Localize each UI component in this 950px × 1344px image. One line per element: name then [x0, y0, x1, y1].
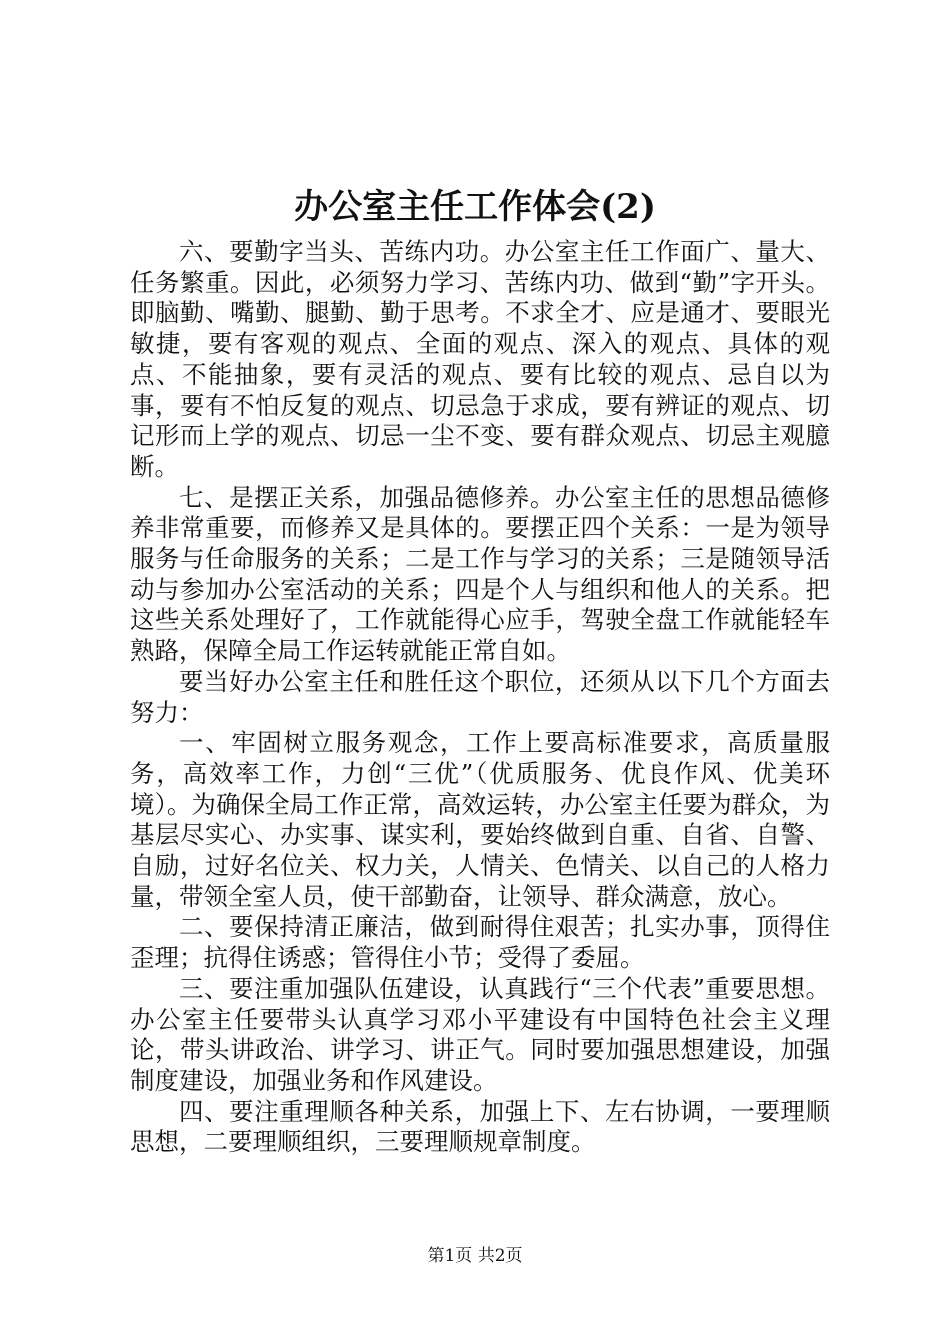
- page-number-footer: 第1页 共2页: [427, 1246, 523, 1266]
- document-title: 办公室主任工作体会(2): [294, 187, 656, 227]
- paragraph-intro: 要当好办公室主任和胜任这个职位，还须从以下几个方面去努力：: [130, 666, 830, 727]
- paragraph-item-6: 六、要勤字当头、苦练内功。办公室主任工作面广、量大、任务繁重。因此，必须努力学习、苦练内功、做到“勤”字开头。即脑勤、嘴勤、腿勤、勤于思考。不求全才、应是通才、要眼光敏捷，要有客观的观点、全面的观点、深入的观点、具体的观点、不能抽象，要有灵活的观点、要有比较的观点、忌自以为事，要有不怕反复的观点、切忌急于求成，要有辨证的观点、切记形而上学的观点、切忌一尘不变、要有群众观点、切忌主观臆断。: [130, 237, 830, 481]
- paragraph-item-7: 七、是摆正关系，加强品德修养。办公室主任的思想品德修养非常重要，而修养又是具体的。要摆正四个关系：一是为领导服务与任命服务的关系；二是工作与学习的关系；三是随领导活动与参加办公室活动的关系；四是个人与组织和他人的关系。把这些关系处理好了，工作就能得心应手，驾驶全盘工作就能轻车熟路，保障全局工作运转就能正常自如。: [130, 482, 830, 666]
- paragraph-point-3: 三、要注重加强队伍建设，认真践行“三个代表”重要思想。办公室主任要带头认真学习邓小平建设有中国特色社会主义理论，带头讲政治、讲学习、讲正气。同时要加强思想建设，加强制度建设，加强业务和作风建设。: [130, 973, 830, 1095]
- paragraph-point-1: 一、牢固树立服务观念，工作上要高标准要求，高质量服务，高效率工作，力创“三优”（优质服务、优良作风、优美环境）。为确保全局工作正常，高效运转，办公室主任要为群众，为基层尽实心、办实事、谋实利，要始终做到自重、自省、自警、自励，过好名位关、权力关，人情关、色情关、以自己的人格力量，带领全室人员，使干部勤奋，让领导、群众满意，放心。: [130, 728, 830, 911]
- paragraph-point-4: 四、要注重理顺各种关系，加强上下、左右协调，一要理顺思想，二要理顺组织，三要理顺规章制度。: [130, 1096, 830, 1157]
- document-body: [130, 237, 830, 1158]
- paragraph-point-2: 二、要保持清正廉洁，做到耐得住艰苦；扎实办事，顶得住歪理；抗得住诱惑；管得住小节；受得了委屈。: [130, 912, 830, 973]
